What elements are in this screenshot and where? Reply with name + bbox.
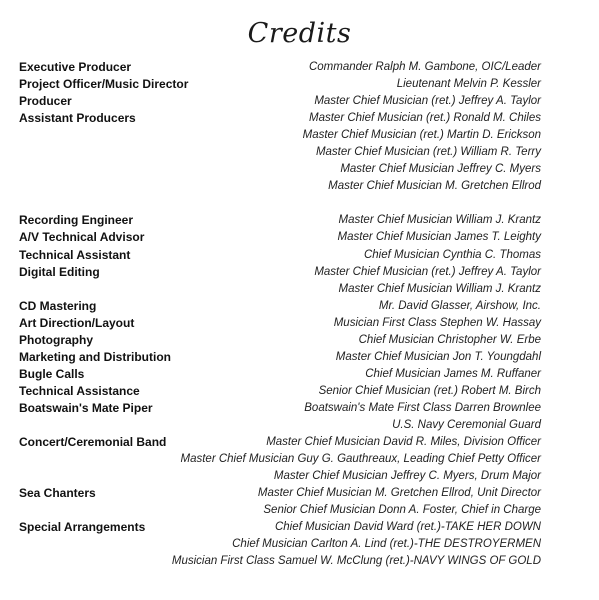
credit-row <box>0 93 599 110</box>
credit-name: Chief Musician James M. Ruffaner <box>365 367 541 380</box>
credit-row <box>0 76 599 93</box>
credit-name: Senior Chief Musician (ret.) Robert M. Birch <box>318 384 541 397</box>
credit-name: Master Chief Musician Jon T. Youngdahl <box>335 350 541 363</box>
credit-name: Commander Ralph M. Gambone, OIC/Leader <box>308 61 541 73</box>
credit-role: Bugle Calls <box>19 366 85 381</box>
credit-row <box>0 281 599 298</box>
credit-row <box>0 468 599 485</box>
credit-row <box>0 434 599 451</box>
credit-name: Musician First Class Stephen W. Hassay <box>333 316 541 329</box>
credit-name: Master Chief Musician (ret.) Ronald M. Chiles <box>309 112 541 125</box>
credit-name: Master Chief Musician William J. Krantz <box>338 214 541 227</box>
credit-row <box>0 59 599 76</box>
credit-name: Chief Musician Christopher W. Erbe <box>358 333 541 346</box>
credit-role: Special Arrangements <box>19 520 146 535</box>
credit-role: Sea Chanters <box>19 486 96 501</box>
credit-row <box>0 400 599 417</box>
credit-name: Chief Musician Carlton A. Lind (ret.)-THE DESTROYERMEN <box>232 538 541 551</box>
credit-role: CD Mastering <box>19 298 97 313</box>
credit-row <box>0 332 599 349</box>
credit-name: Master Chief Musician Guy G. Gauthreaux, Leading Chief Petty Officer <box>180 453 541 466</box>
credit-row <box>0 519 599 536</box>
credit-name: Master Chief Musician (ret.) Jeffrey A. Taylor <box>314 265 541 278</box>
credit-role: Boatswain's Mate Piper <box>19 400 153 415</box>
credit-role: Marketing and Distribution <box>19 349 172 364</box>
credit-name: Master Chief Musician (ret.) William R. Terry <box>315 146 541 159</box>
credit-name: Master Chief Musician (ret.) Martin D. Erickson <box>302 129 541 142</box>
credit-role: Producer <box>19 94 72 109</box>
credit-row <box>0 451 599 468</box>
credit-name: Chief Musician Cynthia C. Thomas <box>363 248 541 261</box>
credit-name: Master Chief Musician William J. Krantz <box>338 282 541 295</box>
credit-name: Master Chief Musician David R. Miles, Division Officer <box>266 436 541 449</box>
credit-name: Master Chief Musician Jeffrey C. Myers <box>340 163 541 176</box>
credit-row <box>0 383 599 400</box>
credit-role: Executive Producer <box>19 60 132 74</box>
credit-row <box>0 366 599 383</box>
credit-role: Photography <box>19 332 93 347</box>
credit-row <box>0 212 599 229</box>
credit-row <box>0 264 599 281</box>
credit-name: Master Chief Musician James T. Leighty <box>337 231 541 244</box>
credit-name: Mr. David Glasser, Airshow, Inc. <box>378 299 541 312</box>
credit-name: Boatswain's Mate First Class Darren Brownlee <box>304 401 541 414</box>
credit-row <box>0 161 599 178</box>
credit-name: U.S. Navy Ceremonial Guard <box>392 418 541 431</box>
credit-row <box>0 553 599 570</box>
credit-row <box>0 298 599 315</box>
credit-role: Recording Engineer <box>19 213 134 228</box>
credit-row <box>0 502 599 519</box>
credit-row <box>0 144 599 161</box>
credit-name: Master Chief Musician M. Gretchen Ellrod, Unit Director <box>257 487 541 500</box>
credit-role: Technical Assistant <box>19 247 131 262</box>
credit-row <box>0 485 599 502</box>
credit-role: Digital Editing <box>19 264 100 279</box>
credit-row <box>0 417 599 434</box>
credit-row <box>0 536 599 553</box>
credit-role: A/V Technical Advisor <box>19 230 145 245</box>
credit-row <box>0 110 599 127</box>
credit-name: Senior Chief Musician Donn A. Foster, Chief in Charge <box>263 504 541 517</box>
section-spacer <box>0 195 599 212</box>
credit-name: Master Chief Musician (ret.) Jeffrey A. Taylor <box>314 95 541 108</box>
credit-role: Project Officer/Music Director <box>19 77 189 92</box>
credit-name: Master Chief Musician Jeffrey C. Myers, Drum Major <box>273 470 541 483</box>
page-title: Credits <box>247 18 352 49</box>
credit-role: Art Direction/Layout <box>19 315 135 330</box>
credit-row <box>0 127 599 144</box>
credit-row <box>0 315 599 332</box>
credit-row <box>0 178 599 195</box>
credit-role: Technical Assistance <box>19 383 140 398</box>
credits-list <box>0 59 599 570</box>
credit-row <box>0 229 599 246</box>
credit-name: Lieutenant Melvin P. Kessler <box>396 78 541 91</box>
credit-name: Master Chief Musician M. Gretchen Ellrod <box>328 180 541 193</box>
credit-role: Concert/Ceremonial Band <box>19 435 167 450</box>
credit-row <box>0 349 599 366</box>
credit-name: Musician First Class Samuel W. McClung (ret.)-NAVY WINGS OF GOLD <box>171 555 541 568</box>
credit-row <box>0 247 599 264</box>
credit-role: Assistant Producers <box>19 111 136 126</box>
credit-name: Chief Musician David Ward (ret.)-TAKE HER DOWN <box>274 521 541 534</box>
